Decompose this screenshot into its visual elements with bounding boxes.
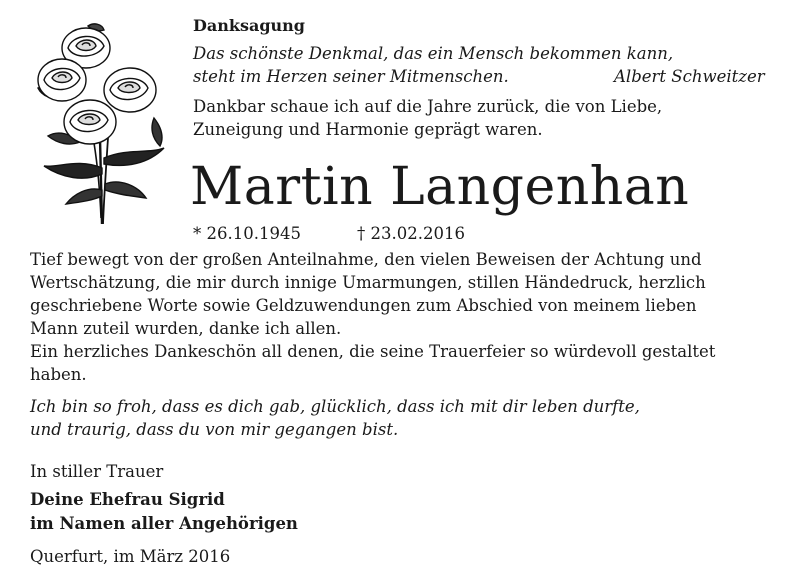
mourning-line: In stiller Trauer (30, 462, 164, 481)
quote-author: Albert Schweitzer (614, 67, 765, 86)
intro-line-2: Zuneigung und Harmonie geprägt waren. (193, 120, 543, 139)
roses-bouquet-icon (28, 18, 174, 226)
body-line: Wertschätzung, die mir durch innige Umarmungen, stillen Händedruck, herzlich (30, 273, 706, 292)
heading: Danksagung (193, 16, 305, 35)
poem-line-2: und traurig, dass du von mir gegangen bist. (30, 420, 399, 439)
body-line: haben. (30, 365, 87, 384)
place-date: Querfurt, im März 2016 (30, 547, 231, 566)
signature-line-2: im Namen aller Angehörigen (30, 514, 298, 533)
deceased-name: Martin Langenhan (190, 157, 690, 217)
death-date: † 23.02.2016 (357, 224, 465, 243)
body-line: Mann zuteil wurden, danke ich allen. (30, 319, 342, 338)
quote-line-1: Das schönste Denkmal, das ein Mensch bekommen kann, (193, 44, 674, 63)
body-line: Tief bewegt von der großen Anteilnahme, den vielen Beweisen der Achtung und (30, 250, 702, 269)
intro-line-1: Dankbar schaue ich auf die Jahre zurück, die von Liebe, (193, 97, 663, 116)
signature-line-1: Deine Ehefrau Sigrid (30, 490, 225, 509)
birth-date: * 26.10.1945 (193, 224, 301, 243)
quote-line-2: steht im Herzen seiner Mitmenschen. (193, 67, 509, 86)
body-line: Ein herzliches Dankeschön all denen, die seine Trauerfeier so würdevoll gestaltet (30, 342, 716, 361)
poem-line-1: Ich bin so froh, dass es dich gab, glücklich, dass ich mit dir leben durfte, (30, 397, 640, 416)
body-line: geschriebene Worte sowie Geldzuwendungen zum Abschied von meinem lieben (30, 296, 697, 315)
